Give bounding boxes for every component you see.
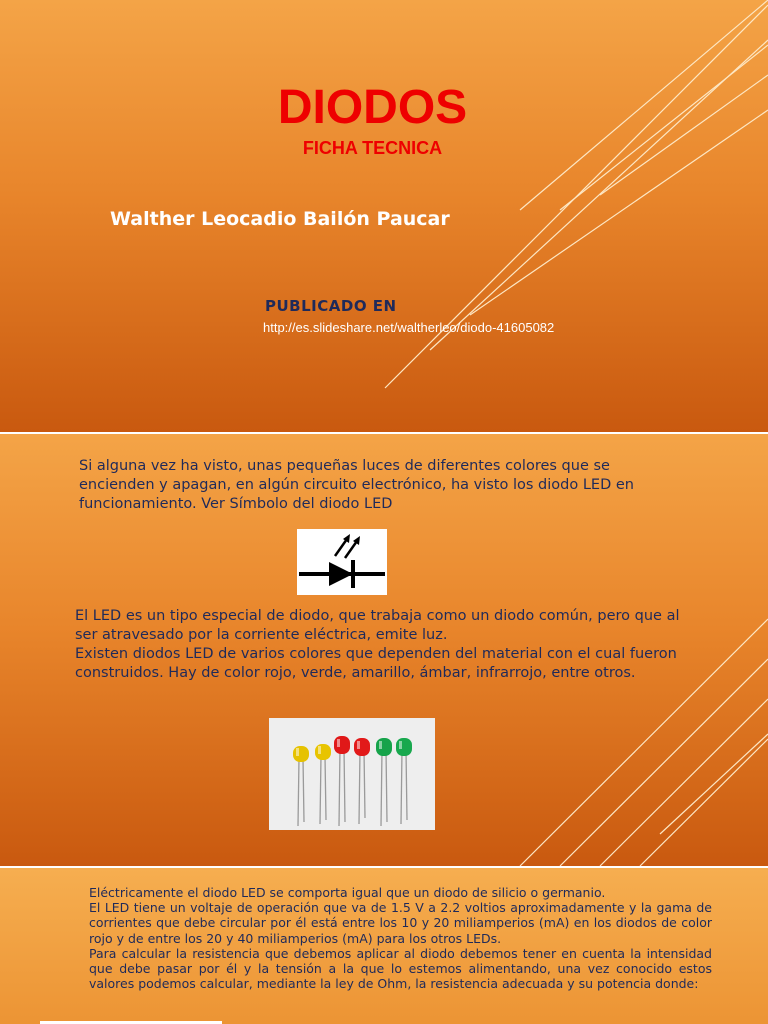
electrical-line: Para calcular la resistencia que debemos aplicar al diodo debemos tener en cuenta la intensidad que debe pasar por él y la tensión a la que lo estemos alimentando, una vez conocido estos valores podemos calcular, mediante la ley de Ohm, la resistencia adecuada y su potencia donde:	[89, 945, 712, 992]
led-diode-symbol-icon	[297, 529, 387, 595]
led-lights-photo	[269, 718, 435, 830]
slide-led-electrical	[0, 868, 768, 1024]
electrical-line: Eléctricamente el diodo LED se comporta igual que un diodo de silicio o germanio.	[89, 885, 606, 900]
slide-led-intro	[0, 434, 768, 866]
led-description	[75, 607, 705, 683]
electrical-description	[89, 885, 712, 991]
published-url-link[interactable]: http://es.slideshare.net/waltherleo/diodo-41605082	[263, 320, 555, 335]
page-title: DIODOS	[277, 81, 468, 134]
slide-title	[0, 0, 768, 432]
page-subtitle: FICHA TECNICA	[302, 138, 443, 158]
published-label: PUBLICADO EN	[265, 297, 397, 315]
led-description-line: El LED es un tipo especial de diodo, que trabaja como un diodo común, pero que al ser atravesado por la corriente eléctrica, emite luz.	[75, 608, 680, 643]
led-description-line: Existen diodos LED de varios colores que dependen del material con el cual fueron construidos. Hay de color rojo, verde, amarillo, ámbar, infrarrojo, entre otros.	[75, 646, 677, 681]
intro-paragraph: Si alguna vez ha visto, unas pequeñas luces de diferentes colores que se encienden y apagan, en algún circuito electrónico, ha visto los diodo LED en funcionamiento. Ver Símbolo del diodo LED	[79, 458, 634, 512]
author-name: Walther Leocadio Bailón Paucar	[110, 208, 450, 230]
electrical-line: El LED tiene un voltaje de operación que va de 1.5 V a 2.2 voltios aproximadamente y la gama de corrientes que debe circular por él está entre los 10 y 20 miliamperios (mA) en los diodos de color rojo y de entre los 20 y 40 miliamperios (mA) para los otros LEDs.	[89, 900, 712, 946]
